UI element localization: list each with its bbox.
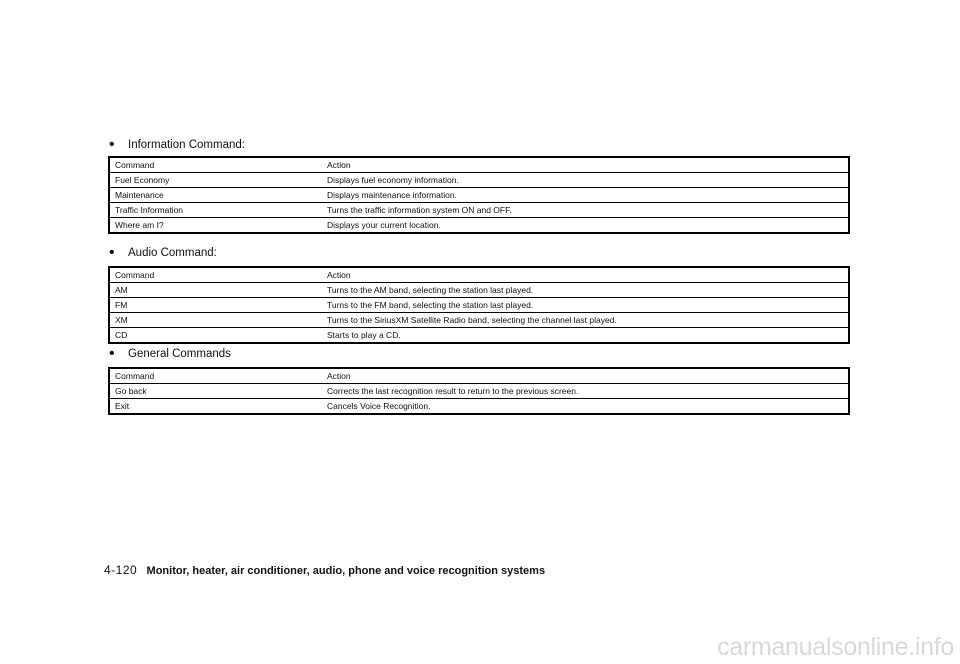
action-cell: Turns to the SiriusXM Satellite Radio band, selecting the channel last played. <box>322 313 849 328</box>
action-cell: Cancels Voice Recognition. <box>322 399 849 415</box>
audio-command-section <box>108 243 850 344</box>
command-cell: Go back <box>109 384 322 399</box>
command-cell: CD <box>109 328 322 344</box>
bullet-icon: • <box>109 244 115 261</box>
command-table <box>108 156 850 234</box>
command-cell: FM <box>109 298 322 313</box>
table-row <box>109 313 849 328</box>
column-header-command: Command <box>115 270 155 280</box>
command-table <box>108 266 850 344</box>
table-row <box>109 298 849 313</box>
watermark: carmanualsonline.info <box>717 633 954 661</box>
table-header-row <box>109 368 849 384</box>
column-header-action: Action <box>327 371 351 381</box>
table-row <box>109 384 849 399</box>
column-header-command: Command <box>115 371 155 381</box>
table-row <box>109 283 849 298</box>
action-cell: Displays fuel economy information. <box>322 173 849 188</box>
command-cell: Traffic Information <box>109 203 322 218</box>
action-cell: Displays maintenance information. <box>322 188 849 203</box>
command-cell: Where am I? <box>109 218 322 234</box>
chapter-title: Monitor, heater, air conditioner, audio, phone and voice recognition systems <box>146 565 546 577</box>
section-heading <box>108 344 850 364</box>
section-heading-label: Audio Command: <box>128 247 217 259</box>
bullet-icon: • <box>109 345 115 362</box>
table-row <box>109 399 849 415</box>
command-cell: XM <box>109 313 322 328</box>
bullet-icon: • <box>109 136 115 153</box>
column-header-command: Command <box>115 160 155 170</box>
action-cell: Displays your current location. <box>322 218 849 234</box>
table-header-row <box>109 157 849 173</box>
column-header-action: Action <box>327 160 351 170</box>
page-number: 4-120 <box>104 563 138 577</box>
table-header-row <box>109 267 849 283</box>
action-cell: Turns to the FM band, selecting the station last played. <box>322 298 849 313</box>
table-row <box>109 218 849 234</box>
action-cell: Starts to play a CD. <box>322 328 849 344</box>
action-cell: Corrects the last recognition result to return to the previous screen. <box>322 384 849 399</box>
column-header-action: Action <box>327 270 351 280</box>
section-heading <box>108 135 850 155</box>
section-heading-label: General Commands <box>128 348 231 360</box>
table-row <box>109 173 849 188</box>
command-cell: Exit <box>109 399 322 415</box>
table-row <box>109 188 849 203</box>
page-footer <box>104 562 545 578</box>
section-heading <box>108 243 850 263</box>
command-cell: Fuel Economy <box>109 173 322 188</box>
command-cell: AM <box>109 283 322 298</box>
table-row <box>109 203 849 218</box>
section-heading-label: Information Command: <box>128 139 245 151</box>
action-cell: Turns to the AM band, selecting the station last played. <box>322 283 849 298</box>
action-cell: Turns the traffic information system ON and OFF. <box>322 203 849 218</box>
command-table <box>108 367 850 415</box>
command-cell: Maintenance <box>109 188 322 203</box>
table-row <box>109 328 849 344</box>
information-command-section <box>108 135 850 234</box>
general-commands-section <box>108 344 850 415</box>
